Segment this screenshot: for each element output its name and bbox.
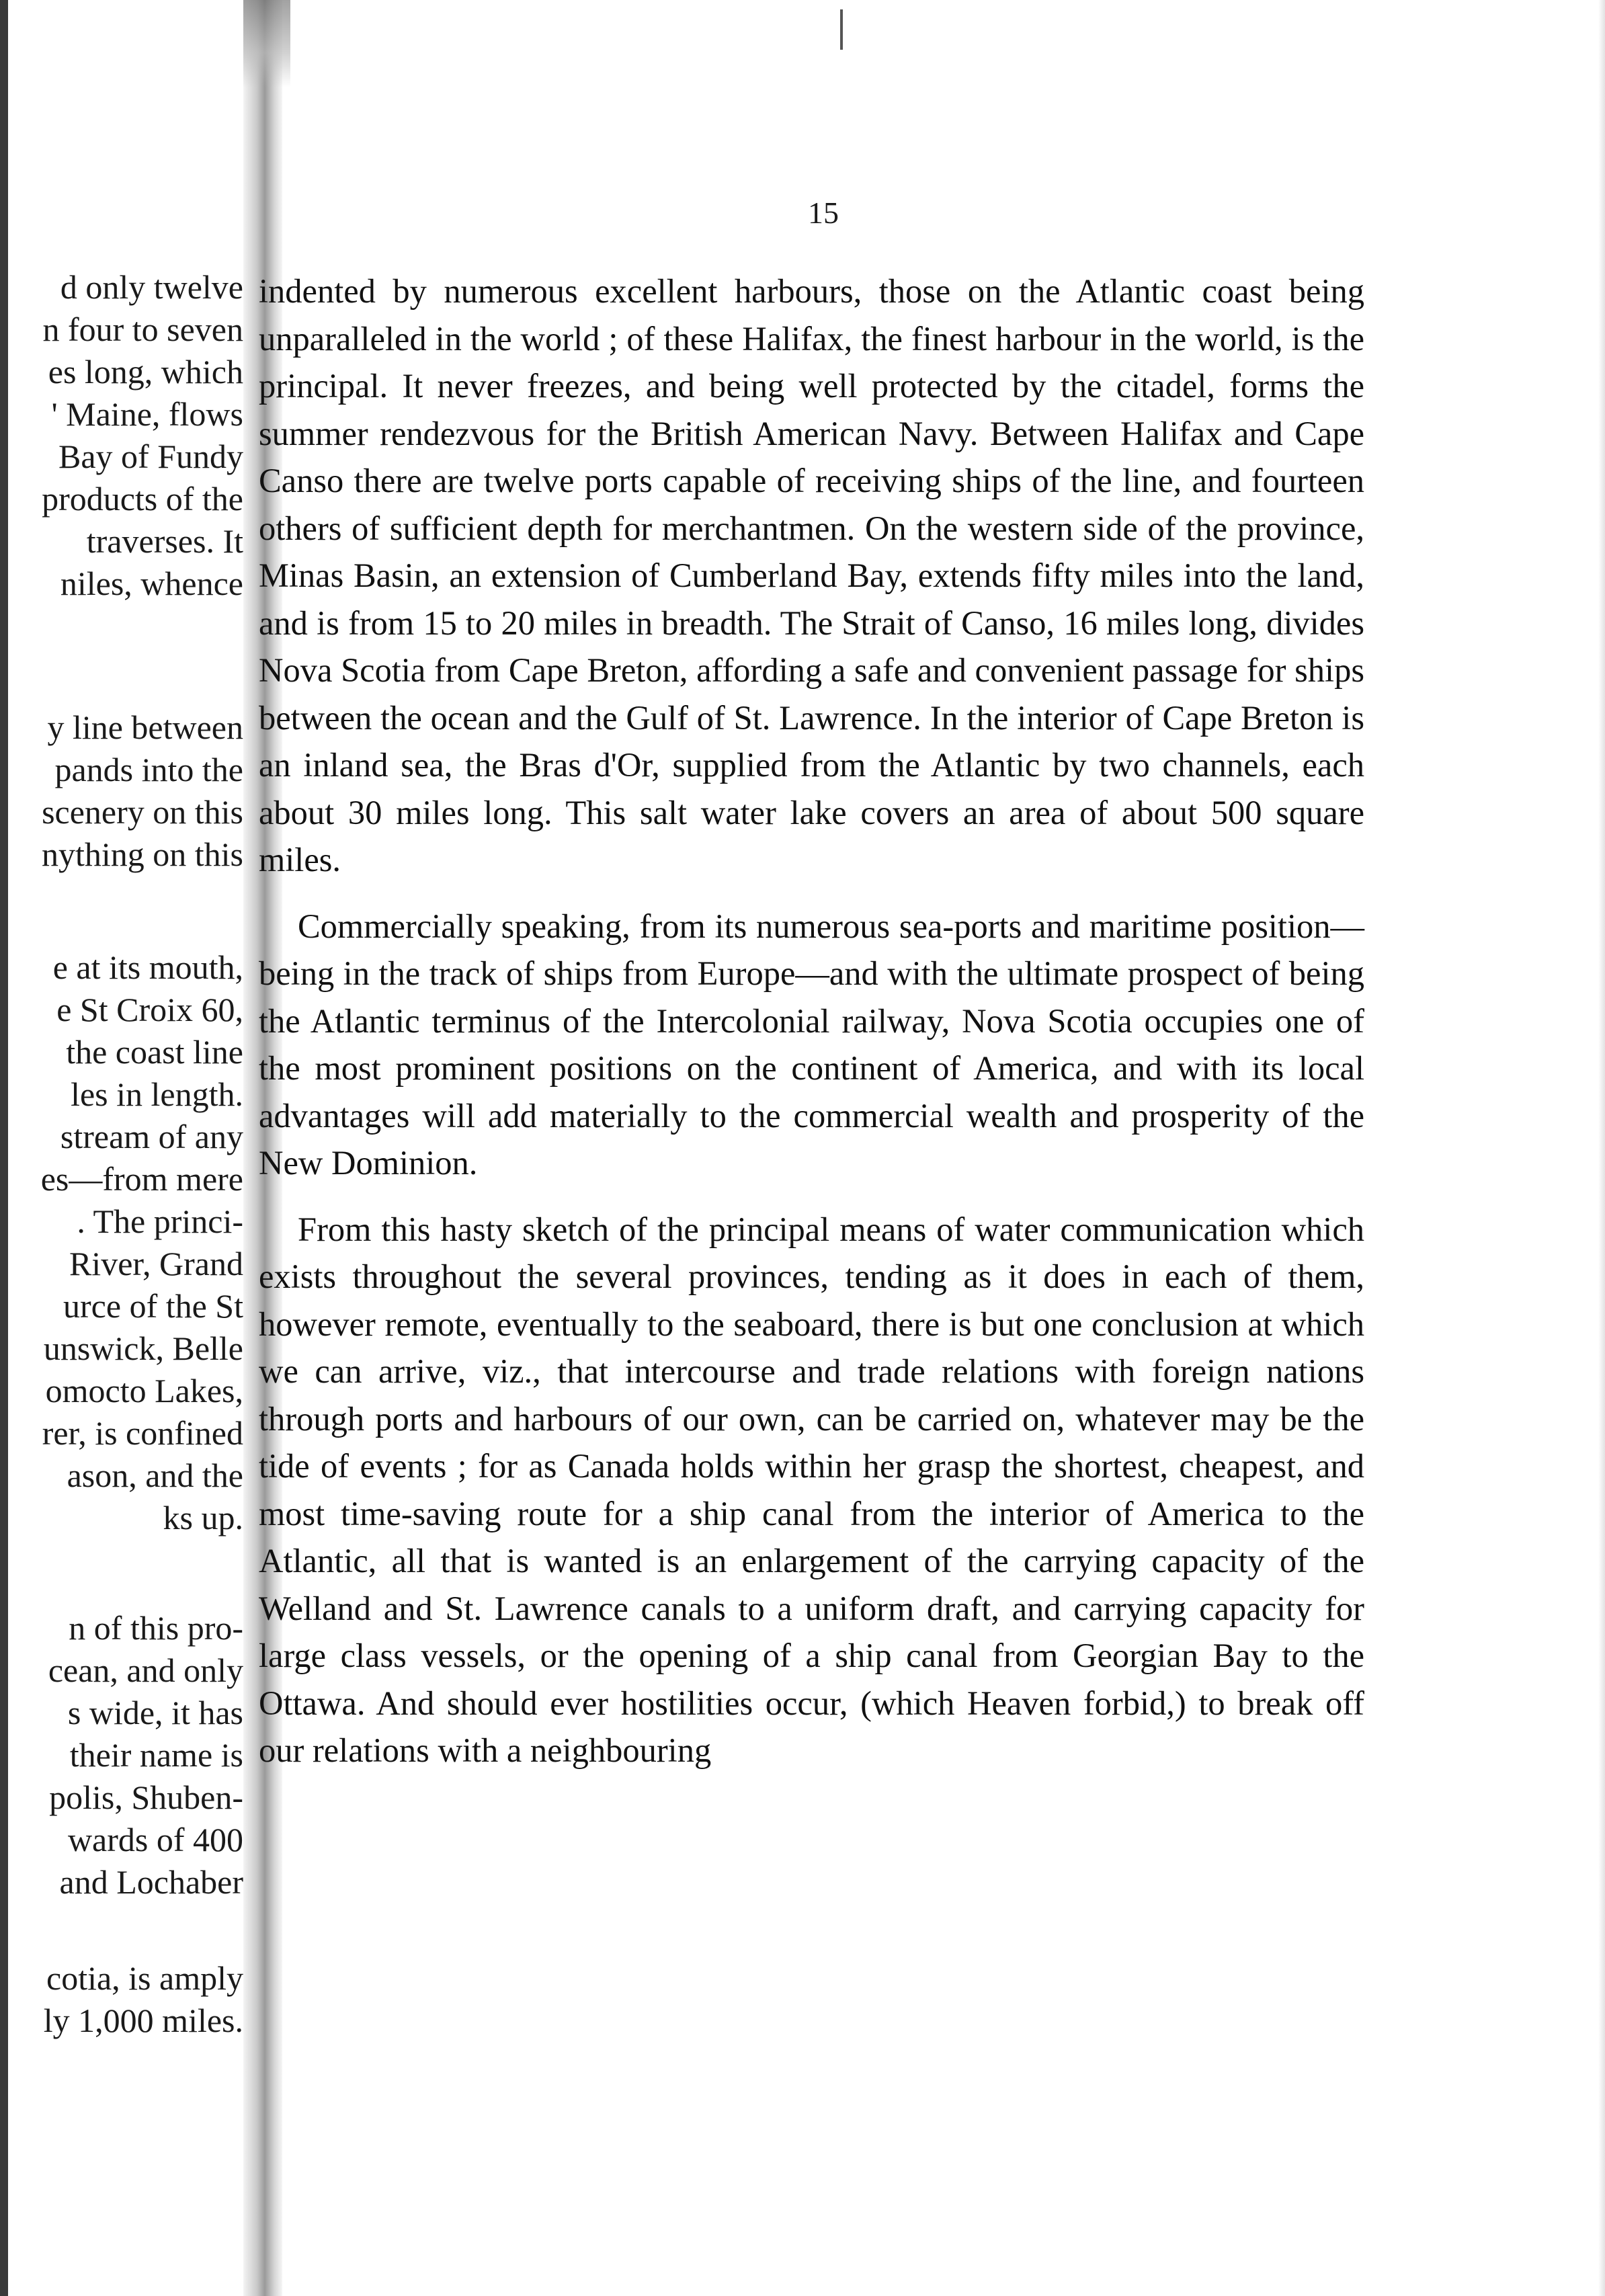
- facing-line: les in length.: [71, 1075, 243, 1113]
- facing-line: pands into the: [54, 751, 243, 788]
- facing-line: niles, whence: [60, 565, 243, 602]
- facing-line: urce of the St: [63, 1287, 243, 1325]
- facing-line: n of this pro-: [69, 1609, 243, 1647]
- facing-line: cotia, is amply: [46, 1959, 243, 1997]
- facing-line: ly 1,000 miles.: [43, 2002, 243, 2039]
- facing-line: s wide, it has: [67, 1694, 243, 1731]
- facing-line: es—from mere: [40, 1160, 243, 1198]
- paragraph: indented by numerous excellent harbours, those on the Atlantic coast being unparalleled in the world ; of these Halifax, the finest harbour in the world, is the principal. It never freezes, and being well protected by the citadel, forms the summer rendezvous for the British American Navy. Between Halifax and Cape Canso there are twelve ports capable of receiving ships of the line, and fourteen others of sufficient depth for merchantmen. On the western side of the province, Minas Basin, an extension of Cumberland Bay, extends fifty miles into the land, and is from 15 to 20 miles in breadth. The Strait of Canso, 16 miles long, divides Nova Scotia from Cape Breton, affording a safe and convenient passage for ships between the ocean and the Gulf of St. Lawrence. In the interior of Cape Breton is an inland sea, the Bras d'Or, supplied from the Atlantic by two channels, each about 30 miles long. This salt water lake covers an area of about 500 square miles.: [259, 272, 1364, 878]
- page-edge: [1598, 0, 1605, 2296]
- facing-line: unswick, Belle: [43, 1329, 243, 1367]
- facing-line: e at its mouth,: [52, 948, 243, 986]
- facing-line: polis, Shuben-: [49, 1778, 243, 1816]
- facing-line: rer, is confined: [42, 1414, 243, 1452]
- facing-line: and Lochaber: [59, 1863, 243, 1901]
- facing-line: their name is: [69, 1736, 243, 1774]
- facing-line: y line between: [47, 708, 243, 746]
- facing-line: . The princi-: [77, 1202, 243, 1240]
- facing-line: ' Maine, flows: [51, 395, 243, 433]
- facing-line: the coast line: [66, 1033, 243, 1071]
- facing-line: traverses. It: [86, 522, 243, 560]
- facing-line: River, Grand: [69, 1245, 243, 1282]
- facing-line: ks up.: [163, 1499, 243, 1536]
- facing-line: n four to seven: [42, 311, 243, 348]
- facing-line: stream of any: [60, 1118, 243, 1155]
- facing-line: ason, and the: [67, 1457, 243, 1494]
- page-body: [259, 268, 1364, 1774]
- facing-line: scenery on this: [42, 793, 243, 831]
- facing-line: omocto Lakes,: [45, 1372, 243, 1409]
- paragraph: From this hasty sketch of the principal means of water communication which exists throughout the several provinces, tending as it does in each of them, however remote, eventually to the seaboard, there is but one conclusion at which we can arrive, viz., that intercourse and trade relations with foreign nations through ports and harbours of our own, can be carried on, whatever may be the tide of events ; for as Canada holds within her grasp the shortest, cheapest, and most time-saving route for a ship canal from the interior of America to the Atlantic, all that is wanted is an enlargement of the carrying capacity of the Welland and St. Lawrence canals to a uniform draft, and carrying capacity for large class vessels, or the opening of a ship canal from Georgian Bay to the Ottawa. And should ever hostilities occur, (which Heaven forbid,) to break off our relations with a neighbouring: [259, 1210, 1364, 1769]
- facing-page-fragment: [0, 268, 243, 2149]
- facing-line: wards of 400: [67, 1821, 243, 1858]
- facing-line: cean, and only: [48, 1651, 243, 1689]
- facing-line: e St Croix 60,: [56, 991, 243, 1028]
- facing-line: products of the: [42, 480, 243, 518]
- scan-mark: [840, 9, 843, 50]
- facing-line: nything on this: [41, 835, 243, 873]
- page-number: 15: [808, 196, 839, 230]
- facing-line: d only twelve: [60, 268, 243, 306]
- facing-line: es long, which: [48, 353, 243, 391]
- paragraph: Commercially speaking, from its numerous sea-ports and maritime position—being in the track of ships from Europe—and with the ultimate prospect of being the Atlantic terminus of the Intercolonial railway, Nova Scotia occupies one of the most prominent positions on the continent of America, and with its local advantages will add materially to the commercial wealth and prosperity of the New Dominion.: [259, 907, 1364, 1182]
- facing-line: Bay of Fundy: [58, 438, 243, 475]
- book-gutter-top-shadow: [243, 0, 290, 87]
